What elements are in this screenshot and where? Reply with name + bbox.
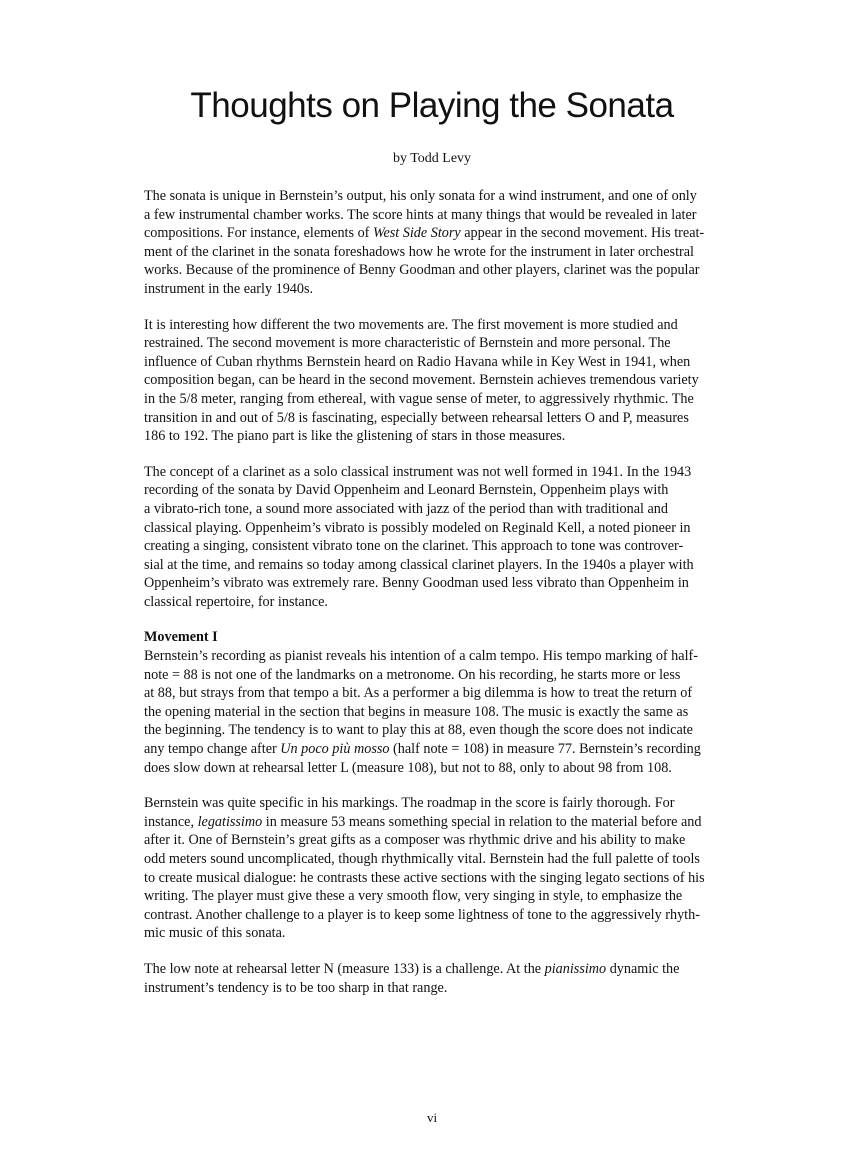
section-heading: Movement I	[144, 629, 218, 646]
text-line: in the 5/8 meter, ranging from ethereal, with vague sense of meter, to aggressively rhythmic. The	[144, 390, 694, 407]
page-number: vi	[426, 1110, 438, 1125]
text-segment: in measure 53 means something special in relation to the material before and	[262, 813, 702, 830]
paragraph	[144, 960, 720, 997]
text-line: after it. One of Bernstein’s great gifts as a composer was rhythmic drive and his ability to make	[144, 832, 686, 849]
text-segment: compositions. For instance, elements of	[144, 225, 373, 242]
text-line: creating a singing, consistent vibrato tone on the clarinet. This approach to tone was controver-	[144, 538, 684, 555]
text-line: It is interesting how different the two movements are. The first movement is more studied and	[144, 316, 678, 333]
italic-term: West Side Story	[372, 225, 461, 242]
text-line	[144, 960, 720, 979]
text-line: restrained. The second movement is more characteristic of Bernstein and more personal. The	[144, 335, 671, 352]
text-segment: dynamic the	[606, 960, 680, 977]
text-line: transition in and out of 5/8 is fascinating, especially between rehearsal letters O and P, measures	[144, 409, 689, 426]
text-line: a few instrumental chamber works. The score hints at many things that would be revealed in later	[144, 206, 697, 223]
text-line	[144, 224, 720, 243]
text-line: classical repertoire, for instance.	[144, 593, 328, 610]
text-line: sial at the time, and remains so today among classical clarinet players. In the 1940s a player with	[144, 556, 694, 573]
text-segment: The low note at rehearsal letter N (measure 133) is a challenge. At the	[144, 960, 545, 977]
text-line	[144, 740, 720, 759]
text-line: classical playing. Oppenheim’s vibrato is possibly modeled on Reginald Kell, a noted pioneer in	[144, 519, 691, 536]
text-line: does slow down at rehearsal letter L (measure 108), but not to 88, only to about 98 from 108.	[144, 759, 672, 776]
italic-term: pianissimo	[544, 960, 607, 977]
text-line: the opening material in the section that begins in measure 108. The music is exactly the same as	[144, 703, 689, 720]
paragraph	[144, 316, 720, 446]
author-byline: by Todd Levy	[392, 151, 472, 166]
text-line: contrast. Another challenge to a player is to keep some lightness of tone to the aggressively rhyth-	[144, 906, 700, 923]
text-line: a vibrato-rich tone, a sound more associated with jazz of the period than with traditional and	[144, 500, 668, 517]
text-line: instrument’s tendency is to be too sharp in that range.	[144, 979, 448, 996]
page-title: Thoughts on Playing the Sonata	[190, 86, 674, 125]
text-segment: any tempo change after	[144, 741, 281, 758]
text-line: 186 to 192. The piano part is like the glistening of stars in those measures.	[144, 428, 566, 445]
paragraph	[144, 463, 720, 612]
text-line: writing. The player must give these a very smooth flow, very singing in style, to emphasize the	[144, 888, 683, 905]
paragraph	[144, 794, 720, 943]
italic-term: Un poco più mosso	[280, 741, 390, 758]
text-line: recording of the sonata by David Oppenheim and Leonard Bernstein, Oppenheim plays with	[144, 482, 669, 499]
text-line: mic music of this sonata.	[144, 925, 286, 942]
text-line: the beginning. The tendency is to want to play this at 88, even though the score does not indicate	[144, 722, 693, 739]
text-line: ment of the clarinet in the sonata foreshadows how he wrote for the instrument in later orchestral	[144, 243, 694, 260]
text-segment: appear in the second movement. His treat-	[460, 225, 705, 242]
text-segment: (half note = 108) in measure 77. Bernstein’s recording	[389, 741, 701, 758]
text-line: Bernstein’s recording as pianist reveals his intention of a calm tempo. His tempo marking of half-	[144, 648, 698, 665]
text-line: odd meters sound uncomplicated, though rhythmically vital. Bernstein had the full palette of tools	[144, 851, 700, 867]
text-line: The sonata is unique in Bernstein’s output, his only sonata for a wind instrument, and one of only	[144, 188, 697, 204]
text-line	[144, 813, 720, 832]
text-segment: instance,	[144, 813, 198, 830]
italic-term: legatissimo	[197, 813, 263, 830]
text-line: works. Because of the prominence of Benny Goodman and other players, clarinet was the popular	[144, 262, 700, 279]
text-line: The concept of a clarinet as a solo classical instrument was not well formed in 1941. In the 1943	[144, 463, 692, 480]
text-line: Oppenheim’s vibrato was extremely rare. Benny Goodman used less vibrato than Oppenheim in	[144, 575, 689, 592]
article-body	[144, 187, 720, 1014]
text-line: to create musical dialogue: he contrasts these active sections with the singing legato sections of his	[144, 869, 705, 886]
paragraph	[144, 187, 720, 299]
text-line: instrument in the early 1940s.	[144, 280, 314, 297]
text-line: composition began, can be heard in the second movement. Bernstein achieves tremendous variety	[144, 372, 699, 389]
text-line: at 88, but strays from that tempo a bit. As a performer a big dilemma is how to treat the return of	[144, 685, 693, 702]
paragraph	[144, 628, 720, 777]
text-line: note = 88 is not one of the landmarks on a metronome. On his recording, he starts more or less	[144, 666, 681, 683]
text-line: influence of Cuban rhythms Bernstein heard on Radio Havana while in Key West in 1941, when	[144, 353, 691, 370]
text-line: Bernstein was quite specific in his markings. The roadmap in the score is fairly thorough. For	[144, 795, 675, 812]
